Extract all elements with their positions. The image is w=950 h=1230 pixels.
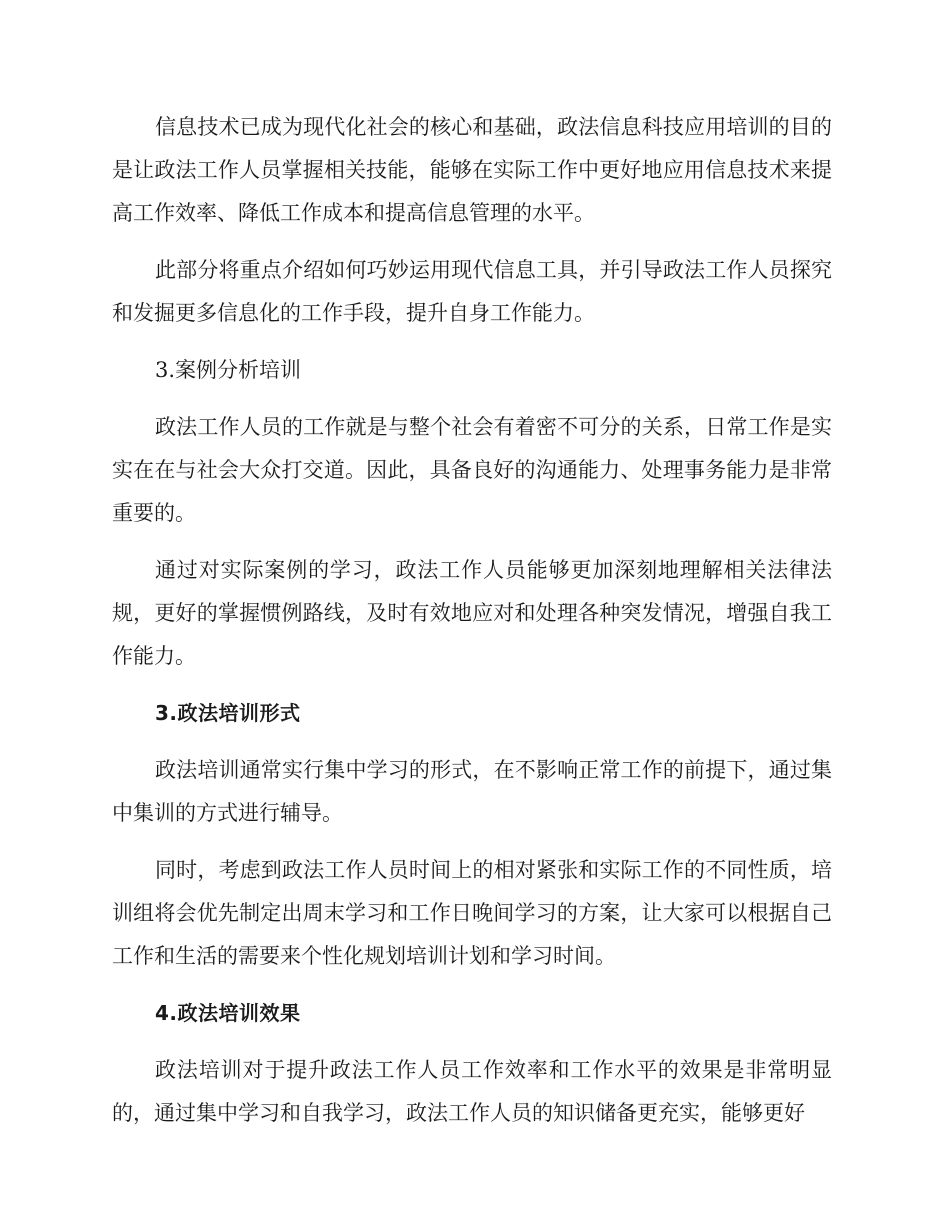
section-heading-training-effect: 4.政法培训效果 — [155, 1001, 301, 1025]
paragraph-communication-skills: 政法工作人员的工作就是与整个社会有着密不可分的关系，日常工作是实实在在与社会大众打交道。因此，具备良好的沟通能力、处理事务能力是非常重要的。 — [112, 415, 832, 525]
paragraph-centralized-study: 政法培训通常实行集中学习的形式，在不影响正常工作的前提下，通过集中集训的方式进行辅导。 — [112, 758, 832, 825]
section-heading-training-format: 3.政法培训形式 — [155, 701, 301, 725]
paragraph-case-learning: 通过对实际案例的学习，政法工作人员能够更加深刻地理解相关法律法规，更好的掌握惯例路线，及时有效地应对和处理各种突发情况，增强自我工作能力。 — [112, 558, 832, 668]
paragraph-info-tech-purpose: 信息技术已成为现代化社会的核心和基础，政法信息科技应用培训的目的是让政法工作人员掌握相关技能，能够在实际工作中更好地应用信息技术来提高工作效率、降低工作成本和提高信息管理的水平。 — [112, 115, 832, 225]
paragraph-training-effect: 政法培训对于提升政法工作人员工作效率和工作水平的效果是非常明显的，通过集中学习和自我学习，政法工作人员的知识储备更充实，能够更好 — [112, 1058, 832, 1125]
paragraph-info-tools-focus: 此部分将重点介绍如何巧妙运用现代信息工具，并引导政法工作人员探究和发掘更多信息化的工作手段，提升自身工作能力。 — [112, 258, 832, 325]
document-body — [112, 106, 832, 1149]
paragraph-flexible-schedule: 同时，考虑到政法工作人员时间上的相对紧张和实际工作的不同性质，培训组将会优先制定出周末学习和工作日晚间学习的方案，让大家可以根据自己工作和生活的需要来个性化规划培训计划和学习时间。 — [112, 858, 832, 968]
subheading-case-analysis-training: 3.案例分析培训 — [155, 358, 302, 382]
